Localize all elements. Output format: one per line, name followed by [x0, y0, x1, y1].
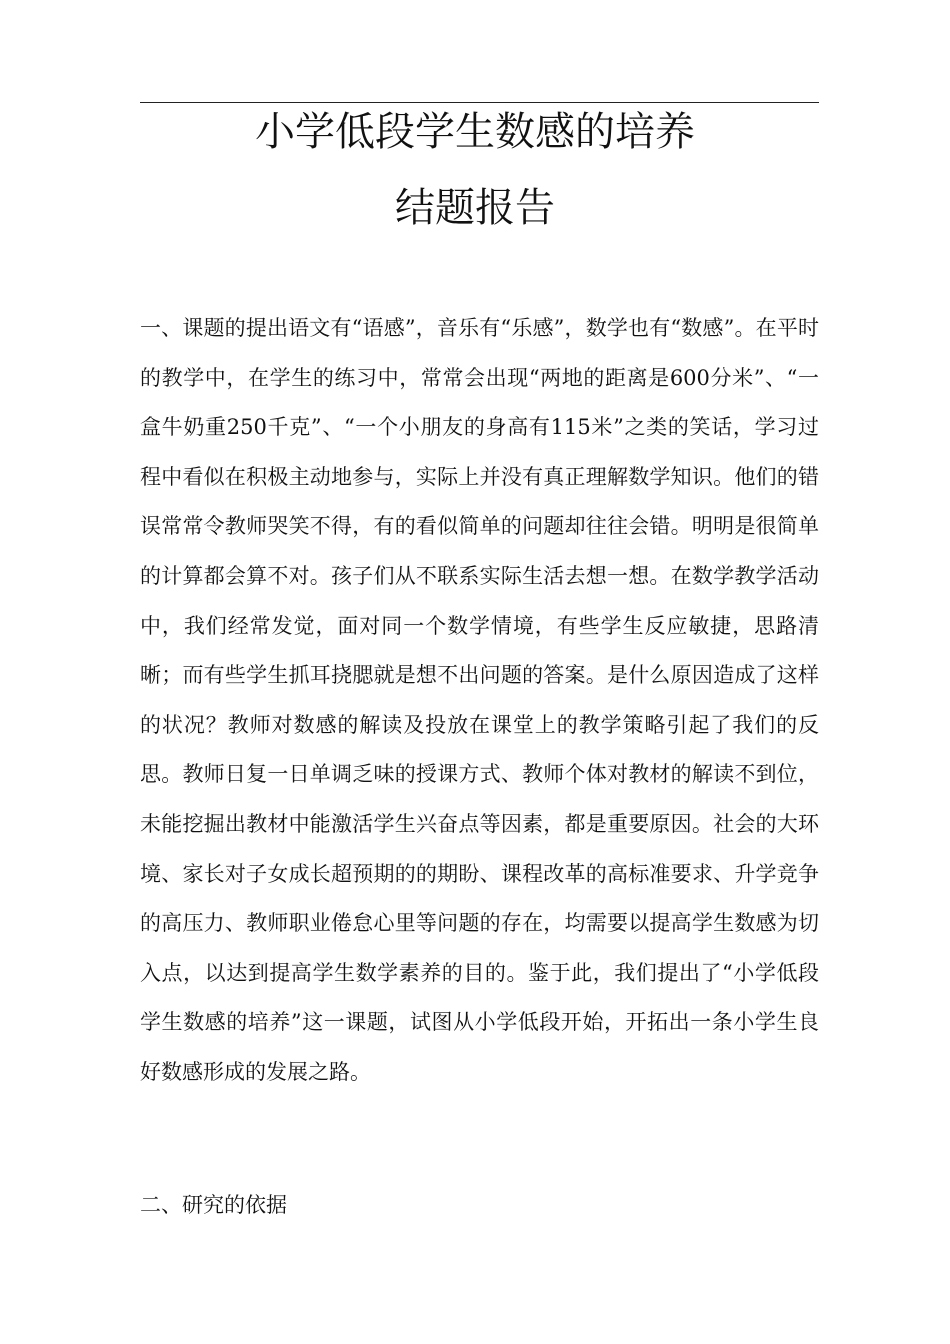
document-title: 小学低段学生数感的培养	[255, 109, 695, 155]
document-subtitle: 结题报告	[395, 185, 555, 231]
section-2-heading: 二、研究的依据	[140, 1193, 287, 1217]
header-rule	[140, 102, 819, 103]
section-1-paragraph: 一、课题的提出语文有“语感”，音乐有“乐感”，数学也有“数感”。在平时的教学中，在学生的练习中，常常会出现“两地的距离是600分米”、“一盒牛奶重250千克”、“一个小朋友的身高有115米”之类的笑话，学习过程中看似在积极主动地参与，实际上并没有真正理解数学知识。他们的错误常常令教师哭笑不得，有的看似简单的问题却往往会错。明明是很简单的计算都会算不对。孩子们从不联系实际生活去想一想。在数学教学活动中，我们经常发觉，面对同一个数学情境，有些学生反应敏捷，思路清晰；而有些学生抓耳挠腮就是想不出问题的答案。是什么原因造成了这样的状况？教师对数感的解读及投放在课堂上的教学策略引起了我们的反思。教师日复一日单调乏味的授课方式、教师个体对教材的解读不到位，未能挖掘出教材中能激活学生兴奋点等因素，都是重要原因。社会的大环境、家长对子女成长超预期的的期盼、课程改革的高标准要求、升学竞争的高压力、教师职业倦怠心里等问题的存在，均需要以提高学生数感为切入点，以达到提高学生数学素养的目的。鉴于此，我们提出了“小学低段学生数感的培养”这一课题，试图从小学低段开始，开拓出一条小学生良好数感形成的发展之路。	[140, 316, 819, 1084]
